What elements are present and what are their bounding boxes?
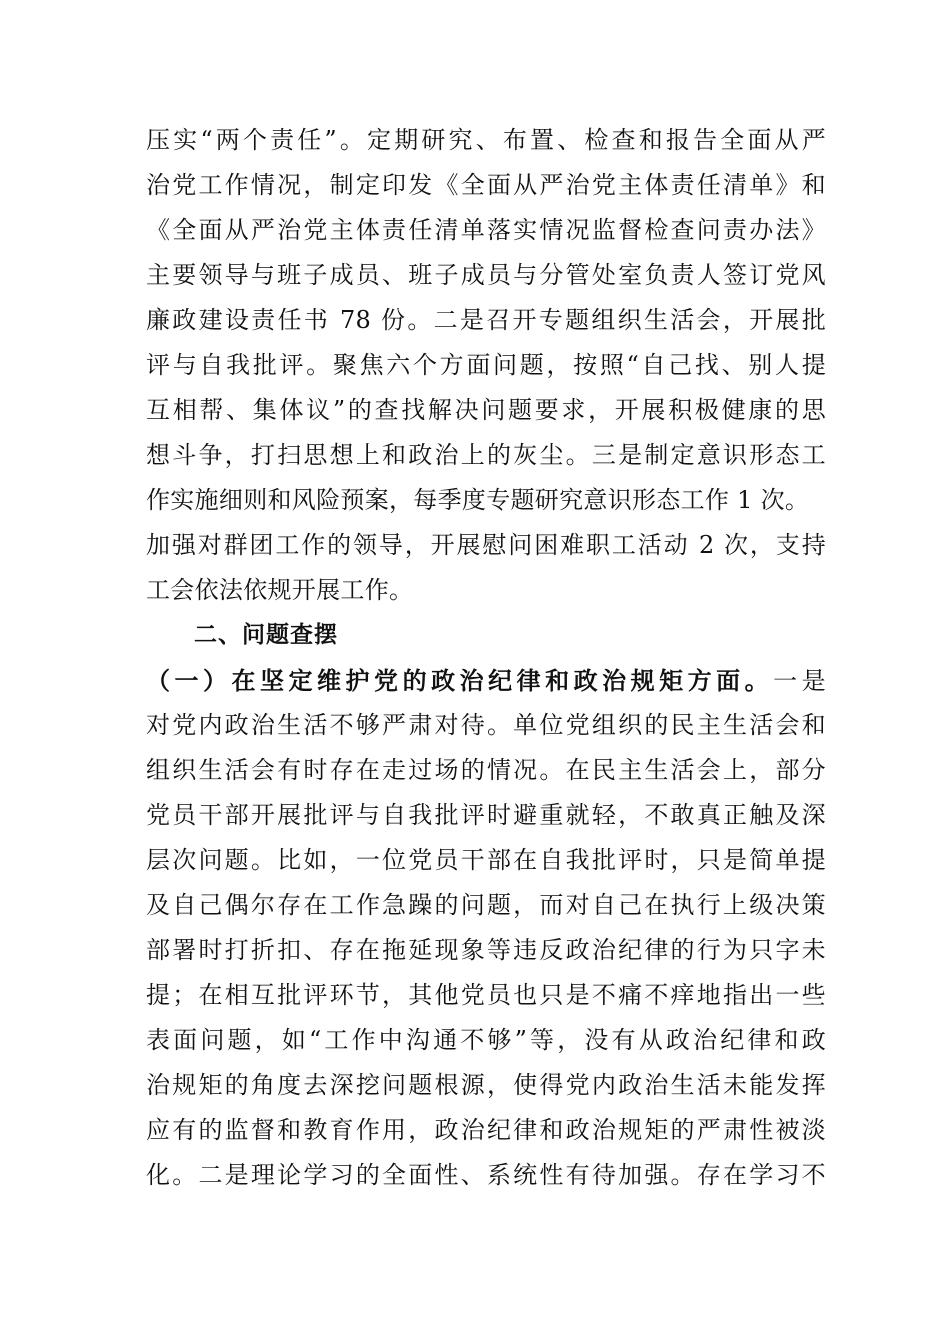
paragraph-line: 互相帮、集体议”的查找解决问题要求，开展积极健康的思 bbox=[146, 396, 826, 424]
paragraph-line: 部署时打折扣、存在拖延现象等违反政治纪律的行为只字未 bbox=[146, 936, 826, 964]
paragraph-line: 表面问题，如“工作中沟通不够”等，没有从政治纪律和政 bbox=[146, 1026, 826, 1054]
paragraph-line: 治规矩的角度去深挖问题根源，使得党内政治生活未能发挥 bbox=[146, 1071, 826, 1099]
paragraph-line: 组织生活会有时存在走过场的情况。在民主生活会上，部分 bbox=[146, 756, 826, 784]
paragraph-line: 《全面从严治党主体责任清单落实情况监督检查问责办法》 bbox=[146, 216, 826, 244]
subsection-paragraph bbox=[146, 658, 826, 1198]
paragraph-line: 及自己偶尔存在工作急躁的问题，而对自己在执行上级决策 bbox=[146, 891, 826, 919]
paragraph-line: 工会依法依规开展工作。 bbox=[146, 576, 414, 604]
paragraph-first-line bbox=[146, 658, 826, 703]
paragraph-line: 廉政建设责任书 78 份。二是召开专题组织生活会，开展批 bbox=[146, 306, 826, 334]
subsection-title: （一）在坚定维护党的政治纪律和政治规矩方面。 bbox=[146, 666, 774, 695]
paragraph-line: 化。二是理论学习的全面性、系统性有待加强。存在学习不 bbox=[146, 1161, 826, 1189]
paragraph-line: 层次问题。比如，一位党员干部在自我批评时，只是简单提 bbox=[146, 846, 826, 874]
paragraph-line: 党员干部开展批评与自我批评时避重就轻，不敢真正触及深 bbox=[146, 801, 826, 829]
paragraph-line: 加强对群团工作的领导，开展慰问困难职工活动 2 次，支持 bbox=[146, 531, 826, 559]
paragraph-line: 主要领导与班子成员、班子成员与分管处室负责人签订党风 bbox=[146, 261, 826, 289]
section1-tail-paragraph bbox=[146, 118, 826, 613]
paragraph-line: 压实“两个责任”。定期研究、布置、检查和报告全面从严 bbox=[146, 126, 826, 154]
paragraph-line: 提；在相互批评环节，其他党员也只是不痛不痒地指出一些 bbox=[146, 981, 826, 1009]
document-body bbox=[146, 118, 826, 1198]
paragraph-line: 评与自我批评。聚焦六个方面问题，按照“自己找、别人提 bbox=[146, 351, 826, 379]
paragraph-line: 对党内政治生活不够严肃对待。单位党组织的民主生活会和 bbox=[146, 711, 826, 739]
paragraph-line: 治党工作情况，制定印发《全面从严治党主体责任清单》和 bbox=[146, 171, 826, 199]
subsection-lead: 一是 bbox=[773, 667, 826, 695]
paragraph-line: 想斗争，打扫思想上和政治上的灰尘。三是制定意识形态工 bbox=[146, 441, 826, 469]
paragraph-line: 作实施细则和风险预案，每季度专题研究意识形态工作 1 次。 bbox=[146, 486, 810, 514]
section-heading: 二、问题查摆 bbox=[194, 622, 338, 648]
paragraph-line: 应有的监督和教育作用，政治纪律和政治规矩的严肃性被淡 bbox=[146, 1116, 826, 1144]
